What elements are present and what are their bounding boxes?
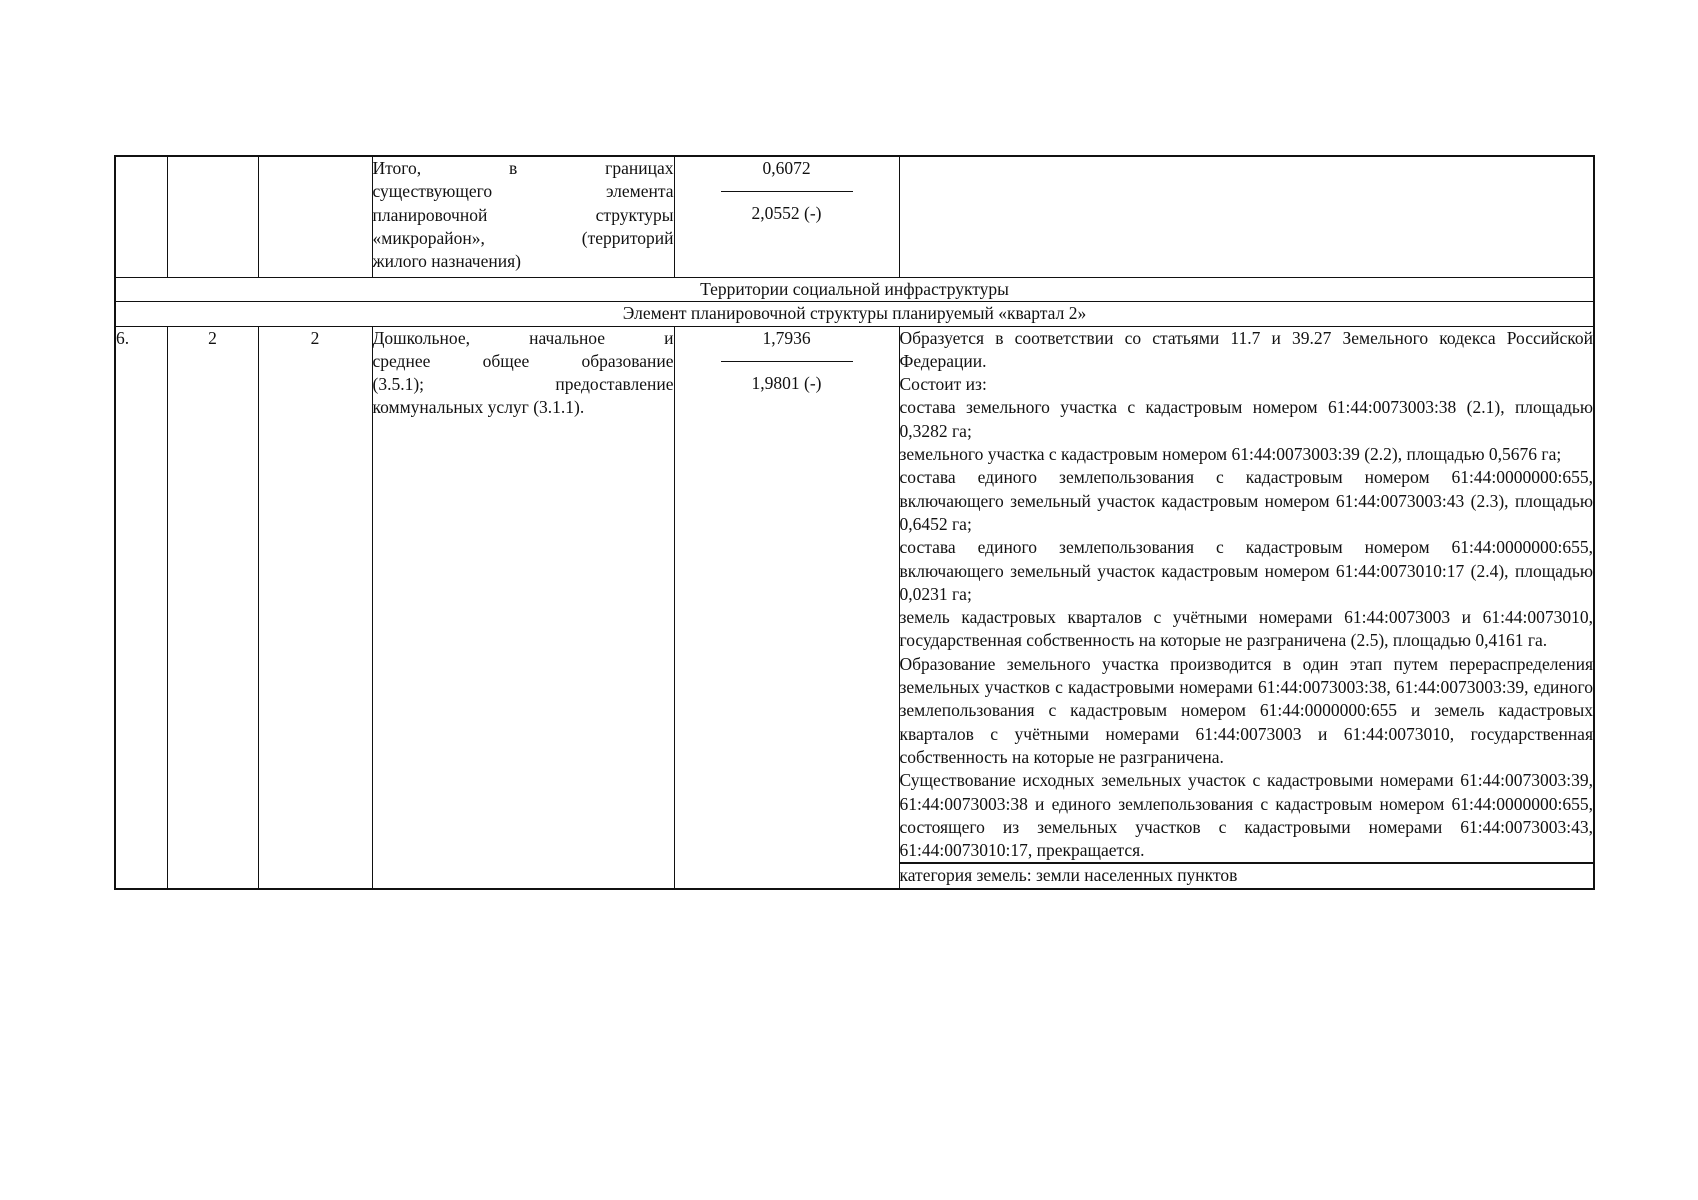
note-paragraph: состава единого землепользования с кадастровым номером 61:44:0000000:655, включающего земельный участок кадастровым номером 61:44:0073003:43 (2.3), площадью 0,6452 га; [899, 467, 1593, 534]
cell-notes-empty [899, 156, 1594, 278]
cell-area-total [674, 156, 899, 278]
cell-land-category: категория земель: земли населенных пунктов [899, 863, 1594, 888]
section-title: Территории социальной инфраструктуры [115, 278, 1594, 302]
cell-notes [899, 326, 1594, 863]
area-value-top: 0,6072 [762, 158, 811, 178]
subsection-row [115, 302, 1594, 326]
cell-area [674, 326, 899, 889]
cell-description [372, 326, 674, 889]
section-row [115, 278, 1594, 302]
area-value-bottom: 1,9801 (-) [751, 372, 822, 393]
description-line: планировочной структуры [372, 204, 674, 225]
note-paragraph: состава земельного участка с кадастровым номером 61:44:0073003:38 (2.1), площадью 0,3282 га; [899, 397, 1593, 441]
note-paragraph: Образование земельного участка производится в один этап путем перераспределения земельных участков с кадастровыми номерами 61:44:0073003:38, 61:44:0073003:39, единого землепользования с кадастровым номером 61:44:0000000:655 и земель кадастровых кварталов с учётными номерами 61:44:0073003 и 61:44:0073010, государственная собственность на которые не разграничена. [899, 653, 1593, 767]
description-line: жилого назначения) [372, 251, 521, 272]
cell-col3: 2 [258, 326, 372, 889]
cell-number: 6. [115, 326, 167, 889]
description-line: (3.5.1); предоставление [372, 374, 674, 395]
table-row-total [115, 156, 1594, 278]
area-value-bottom: 2,0552 (-) [751, 203, 822, 223]
area-value-top: 1,7936 [762, 327, 811, 348]
cell-col2: 2 [167, 326, 258, 889]
fraction-rule [721, 361, 853, 362]
description-line: среднее общее образование [372, 350, 674, 371]
description-line: коммунальных услуг (3.1.1). [372, 397, 585, 418]
note-paragraph: Существование исходных земельных участок с кадастровыми номерами 61:44:0073003:39, 61:44:0073003:38 и единого землепользования с кадастровым номером 61:44:0000000:655, состоящего из земельных участков с кадастровыми номерами 61:44:0073003:43, 61:44:0073010:17, прекращается. [899, 770, 1593, 861]
description-line: «микрорайон», (территорий [372, 227, 674, 248]
cell-col3-empty [258, 156, 372, 278]
description-line: существующего элемента [372, 181, 674, 202]
note-paragraph: состава единого землепользования с кадастровым номером 61:44:0000000:655, включающего земельный участок кадастровым номером 61:44:0073010:17 (2.4), площадью 0,0231 га; [899, 537, 1593, 604]
table-row-6 [115, 326, 1594, 863]
note-paragraph: Образуется в соответствии со статьями 11.7 и 39.27 Земельного кодекса Российской Федерации. [899, 327, 1593, 371]
note-paragraph: земель кадастровых кварталов с учётными номерами 61:44:0073003 и 61:44:0073010, государственная собственность на которые не разграничена (2.5), площадью 0,4161 га. [899, 607, 1593, 651]
land-plots-table [114, 155, 1595, 890]
note-paragraph: земельного участка с кадастровым номером 61:44:0073003:39 (2.2), площадью 0,5676 га; [899, 444, 1562, 465]
description-line: Итого, в границах [372, 158, 674, 178]
cell-number-empty [115, 156, 167, 278]
subsection-title: Элемент планировочной структуры планируемый «квартал 2» [115, 302, 1594, 326]
cell-description-total [372, 156, 674, 278]
fraction-rule [721, 191, 853, 192]
cell-col2-empty [167, 156, 258, 278]
note-paragraph: Состоит из: [899, 374, 987, 395]
description-line: Дошкольное, начальное и [372, 327, 674, 348]
